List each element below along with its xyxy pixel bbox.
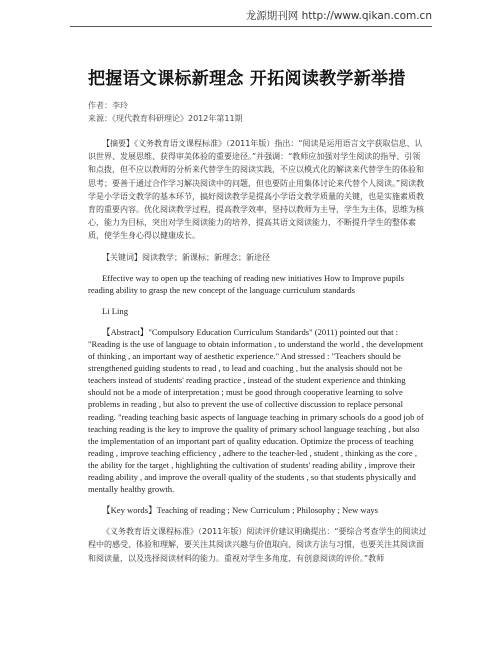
en-keywords-label: 【Key words】 [102,505,157,516]
keywords-en [88,504,428,516]
article-title: 把握语文课标新理念 开拓阅读教学新举措 [88,69,406,89]
article-body [88,64,428,565]
keywords-label: 【关键词】 [102,252,142,262]
en-keywords-text: Teaching of reading ; New Curriculum ; Philosophy ; New ways [156,505,379,516]
article-source: 来源：《现代教育科研理论》2012年第11期 [88,114,243,123]
abstract-text: 《义务教育语文课程标准》（2011年版）指出：“阅读是运用语言文字获取信息、认识世界、发展思维、获得审美体验的重要途径。”并强调：“教师应加强对学生阅读的指导、引领和点拨，但不应以教师的分析来代替学生的阅读实践，不应以模式化的解读来代替学生的体验和思考；要善于通过合作学习解决阅读中的问题，但也要防止用集体讨论来代替个人阅读。”阅读教学是小学语文教学的基本环节，搞好阅读教学是提高小学语文教学质量的关键，也是实施素质教育的重要内容。优化阅读教学过程，提高教学效率，坚持以教师为主导，学生为主体，思维为核心，能力为目标，突出对学生阅读能力的培养，提高其语文阅读能力，不断提升学生的整体素质，使学生身心得以健康成长。 [88,139,425,241]
keywords-text: 阅读教学；新课标；新理念；新途径 [142,252,270,262]
en-abstract-label: 【Abstract】 [102,326,149,337]
body-paragraph: 《义务教育语文课程标准》（2011年版）阅读评价建议明确提出：“要综合考查学生的阅读过程中的感受、体验和理解，要关注其阅读兴趣与价值取向、阅读方法与习惯，也要关注其阅读面和阅读量，以及选择阅读材料的能力。重视对学生多角度、有创意阅读的评价。”教师 [88,527,427,563]
abstract-en [88,326,428,495]
article-author: 作者：李玲 [88,101,128,110]
abstract-zh [88,137,428,243]
keywords-zh [88,252,428,263]
site-header: 龙源期刊网 http://www.qikan.com.cn [245,10,432,22]
english-author: Li Ling [102,305,129,316]
abstract-label: 【摘要】 [102,139,134,148]
header-divider [70,26,432,27]
en-abstract-text: "Compulsory Education Curriculum Standards" (2011) pointed out that : "Reading is the use of language to obtain information , to understand the world , the development of thinking , an important way of aesthetic experience." And stressed : "Teachers should be strengthened guiding students to read , to lead and coaching , but the analysis should not be teachers instead of students' reading practice , instead of the student experience and thinking should not be a mode of interpretation ; must be good through cooperative learning to solve problems in reading , but also to prevent the use of collective discussion to replace personal reading. "reading teaching basic aspects of language teaching in primary schools do a good job of teaching reading is the key to improve the quality of primary school language teaching , but also the implementation of an important part of quality education. Optimize the process of teaching reading , improve teaching efficiency , adhere to the teacher-led , student , thinking as the core , the ability for the target , highlighting the cultivation of students' reading ability , improve their reading ability , and improve the overall quality of the students , so that students physically and mentally healthy growth. [88,326,424,495]
english-title: Effective way to open up the teaching of reading new initiatives How to Improve pupils reading ability to grasp the new concept of the language curriculum standards [88,272,404,295]
